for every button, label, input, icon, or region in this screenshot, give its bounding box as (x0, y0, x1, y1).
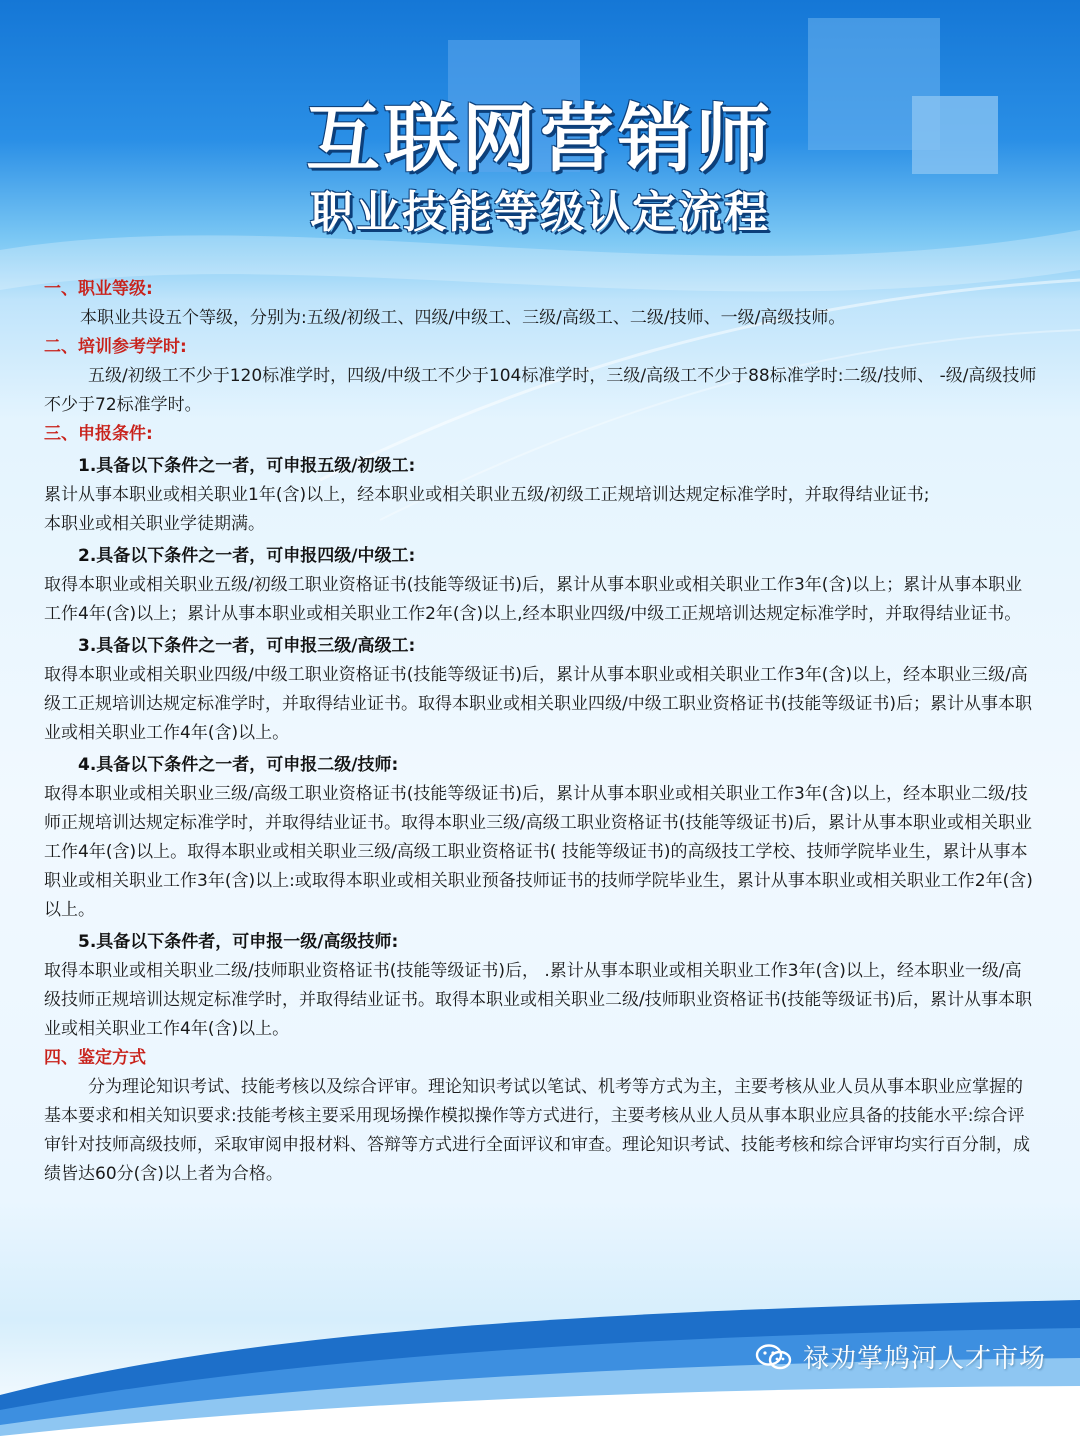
section-heading-training-hours: 二、培训参考学时: (44, 337, 187, 357)
requirement-text-level1: 取得本职业或相关职业二级/技师职业资格证书(技能等级证书)后， .累计从事本职业或相关职业工作3年(含)以上，经本职业一级/高级技师正规培训达规定标准学时，并取得结业证书。取得本职业或相关职业二级/技师职业资格证书(技能等级证书)后，累计从事本职业或相关职业工作4年(含)以上。 (44, 961, 1032, 1039)
requirement-text-level5-line2: 本职业或相关职业学徒期满。 (44, 514, 265, 534)
requirement-text-level3: 取得本职业或相关职业四级/中级工职业资格证书(技能等级证书)后，累计从事本职业或相关职业工作3年(含)以上，经本职业三级/高级工正规培训达规定标准学时，并取得结业证书。取得本职业或相关职业四级/中级工职业资格证书(技能等级证书)后；累计从事本职业或相关职业工作4年(含)以上。 (44, 665, 1032, 743)
section-heading-assessment: 四、鉴定方式 (44, 1048, 146, 1068)
page-title: 互联网营销师 (306, 96, 774, 182)
section-heading-levels: 一、职业等级: (44, 279, 153, 299)
watermark-text: 禄劝掌鸠河人才市场 (802, 1344, 1046, 1374)
section-heading-requirements: 三、申报条件: (44, 424, 153, 444)
requirement-title-level5: 1.具备以下条件之一者，可申报五级/初级工: (78, 456, 416, 476)
requirement-title-level1: 5.具备以下条件者，可申报一级/高级技师: (78, 932, 399, 952)
requirement-text-level5-line1: 累计从事本职业或相关职业1年(含)以上，经本职业或相关职业五级/初级工正规培训达规定标准学时，并取得结业证书; (44, 485, 930, 505)
section-text-assessment: 分为理论知识考试、技能考核以及综合评审。理论知识考试以笔试、机考等方式为主，主要考核从业人员从事本职业应掌握的基本要求和相关知识要求:技能考核主要采用现场操作模拟操作等方式进行，主要考核从业人员从事本职业应具备的技能水平:综合评审针对技师高级技师，采取审阅申报材料、答辩等方式进行全面评议和审查。理论知识考试、技能考核和综合评审均实行百分制，成绩皆达60分(含)以上者为合格。 (44, 1077, 1030, 1184)
wechat-icon (755, 1343, 793, 1371)
requirement-text-level2: 取得本职业或相关职业三级/高级工职业资格证书(技能等级证书)后，累计从事本职业或相关职业工作3年(含)以上，经本职业二级/技师正规培训达规定标准学时，并取得结业证书。取得本职业三级/高级工职业资格证书(技能等级证书)后，累计从事本职业或相关职业工作4年(含)以上。取得本职业或相关职业三级/高级工职业资格证书( 技能等级证书)的高级技工学校、技师学院毕业生，累计从事本职业或相关职业工作3年(含)以上:或取得本职业或相关职业预备技师证书的技师学院毕业生，累计从事本职业或相关职业工作2年(含)以上。 (44, 784, 1033, 920)
requirement-title-level4: 2.具备以下条件之一者，可申报四级/中级工: (78, 546, 416, 566)
requirement-title-level3: 3.具备以下条件之一者，可申报三级/高级工: (78, 636, 416, 656)
watermark (755, 1338, 1046, 1375)
document-body (44, 275, 1038, 1189)
requirement-text-level4: 取得本职业或相关职业五级/初级工职业资格证书(技能等级证书)后，累计从事本职业或相关职业工作3年(含)以上；累计从事本职业工作4年(含)以上；累计从事本职业或相关职业工作2年(含)以上,经本职业四级/中级工正规培训达规定标准学时，并取得结业证书。 (44, 575, 1023, 624)
requirement-title-level2: 4.具备以下条件之一者，可申报二级/技师: (78, 755, 399, 775)
section-text-levels: 本职业共设五个等级，分别为:五级/初级工、四级/中级工、三级/高级工、二级/技师、一级/高级技师。 (80, 308, 846, 328)
section-text-training-hours: 五级/初级工不少于120标准学时，四级/中级工不少于104标准学时，三级/高级工不少于88标准学时:二级/技师、 -级/高级技师不少于72标准学时。 (44, 366, 1037, 415)
page-subtitle: 职业技能等级认定流程 (310, 187, 770, 238)
